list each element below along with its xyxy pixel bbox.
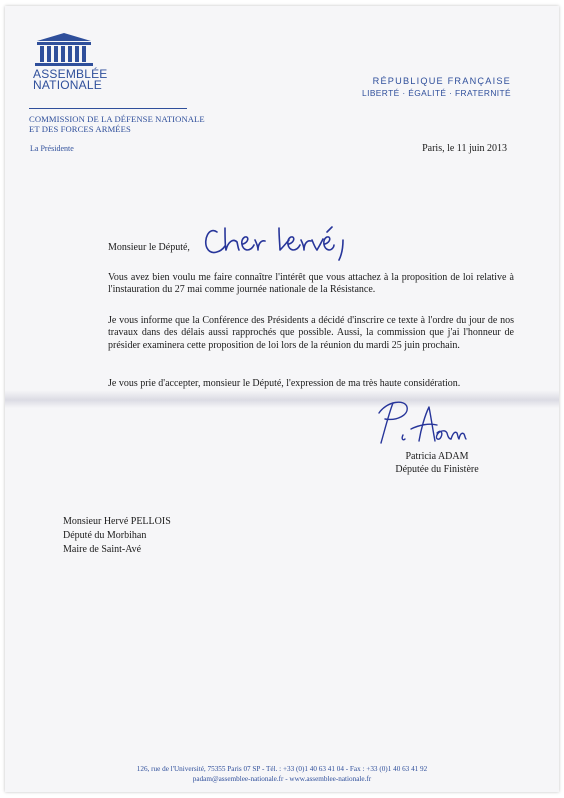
org-name	[33, 69, 108, 91]
org-name-line1: ASSEMBLÉE	[33, 67, 108, 81]
paper-fold-shadow	[5, 390, 559, 408]
commission-line2: ET DES FORCES ARMÉES	[29, 124, 131, 134]
paragraph-3: Je vous prie d'accepter, monsieur le Député, l'expression de ma très haute considération.	[108, 378, 461, 389]
republic-motto	[362, 75, 511, 99]
signer-block	[367, 451, 507, 476]
signature	[375, 399, 467, 449]
paragraph-2: Je vous informe que la Conférence des Présidents a décidé d'inscrire ce texte à l'ordre du jour de nos travaux dans des délais aussi rapprochés que possible. Aussi, la commission que j'ai l'honneur de présider examinera cette proposition de loi lors de la réunion du mardi 25 juin prochain.	[108, 315, 514, 351]
handwritten-greeting	[203, 218, 353, 262]
signer-title: Députée du Finistère	[395, 463, 479, 475]
footer-contact: padam@assemblee-nationale.fr - www.assemblee-nationale.fr	[192, 775, 372, 783]
salutation: Monsieur le Député,	[108, 242, 190, 253]
footer-address: 126, rue de l'Université, 75355 Paris 07 SP - Tél. : +33 (0)1 40 63 41 04 - Fax : +33 (0)1 40 63 41 92	[136, 765, 428, 773]
recipient-line3: Maire de Saint-Avé	[63, 544, 142, 555]
letter-date: Paris, le 11 juin 2013	[422, 143, 507, 154]
assemblee-building-icon	[33, 32, 95, 68]
footer	[5, 764, 559, 784]
letter-page	[5, 6, 559, 792]
recipient-line2: Député du Morbihan	[63, 530, 147, 541]
commission-name	[29, 114, 205, 134]
recipient-address	[63, 515, 171, 557]
org-name-line2: NATIONALE	[33, 78, 102, 92]
republic-line2: LIBERTÉ · ÉGALITÉ · FRATERNITÉ	[362, 88, 511, 98]
sender-role: La Présidente	[30, 144, 74, 153]
letterhead-divider	[29, 108, 187, 109]
recipient-name: Monsieur Hervé PELLOIS	[63, 516, 171, 527]
signer-name: Patricia ADAM	[405, 451, 469, 462]
republic-line1: RÉPUBLIQUE FRANÇAISE	[372, 76, 511, 86]
commission-line1: COMMISSION DE LA DÉFENSE NATIONALE	[29, 114, 205, 124]
paragraph-1: Vous avez bien voulu me faire connaître l'intérêt que vous attachez à la proposition de loi relative à l'instauration du 27 mai comme journée nationale de la Résistance.	[108, 272, 514, 296]
